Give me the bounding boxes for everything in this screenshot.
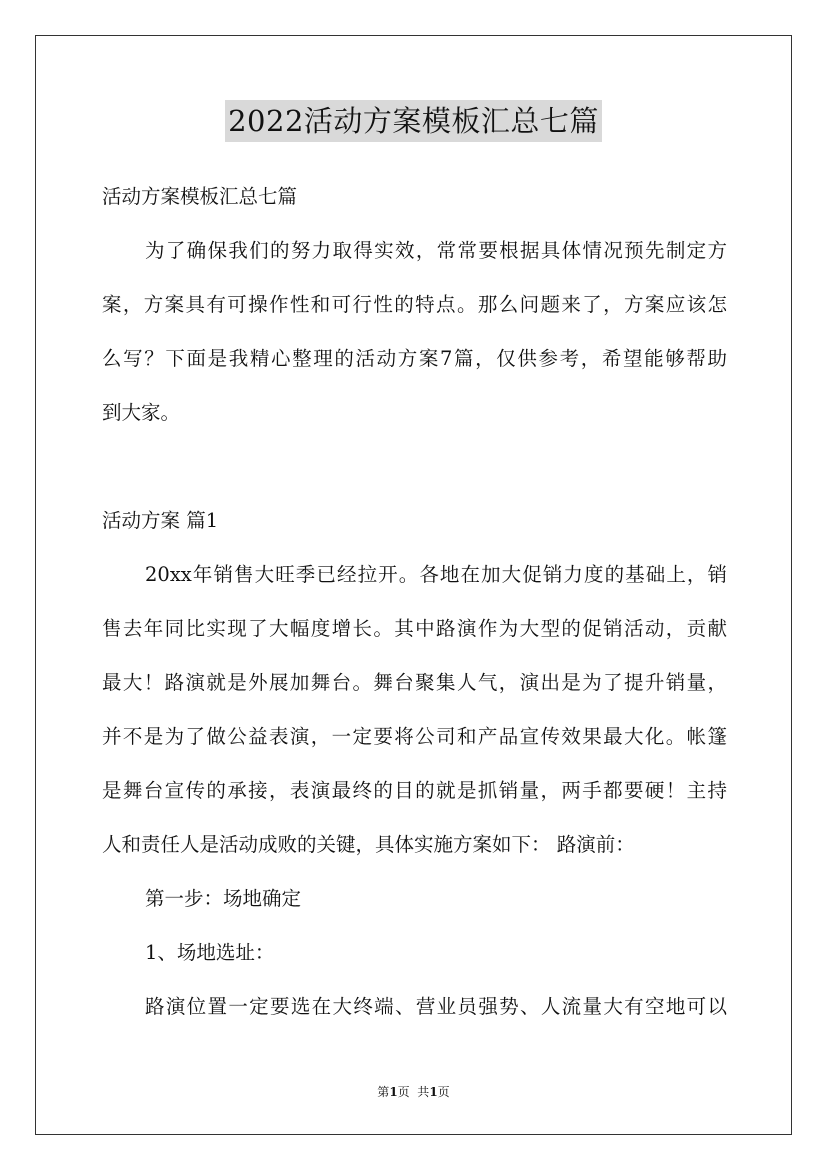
intro-line: 为了确保我们的努力取得实效，常常要根据具体情况预先制定方 [145,239,727,262]
document-body [102,170,727,1034]
section-line: 20xx年销售大旺季已经拉开。各地在加大促销力度的基础上，销 [145,563,727,586]
section-line: 是舞台宣传的承接，表演最终的目的就是抓销量，两手都要硬！主持 [102,779,727,802]
document-title: 2022活动方案模板汇总七篇 [225,100,602,142]
intro-line: 案，方案具有可操作性和可行性的特点。那么问题来了，方案应该怎 [102,293,727,316]
intro-line: 到大家。 [102,401,181,424]
section-heading: 活动方案 篇1 [102,509,219,532]
page-footer [0,1082,827,1102]
total-pages: 1 [429,1085,438,1099]
footer-prefix: 第 [377,1085,390,1099]
section-line: 并不是为了做公益表演，一定要将公司和产品宣传效果最大化。帐篷 [102,725,727,748]
footer-mid: 页 共 [397,1085,430,1099]
subtitle: 活动方案模板汇总七篇 [102,185,298,208]
section-line: 人和责任人是活动成败的关键，具体实施方案如下： 路演前： [102,833,635,856]
section-line: 最大！路演就是外展加舞台。舞台聚集人气，演出是为了提升销量， [102,671,727,694]
list-item-text: 路演位置一定要选在大终端、营业员强势、人流量大有空地可以 [145,995,727,1018]
title-container [0,100,827,142]
footer-suffix: 页 [437,1085,450,1099]
page-number: 1 [389,1085,398,1099]
step-heading: 第一步：场地确定 [145,887,302,910]
list-item: 1、场地选址： [145,941,275,964]
section-line: 售去年同比实现了大幅度增长。其中路演作为大型的促销活动，贡献 [102,617,727,640]
intro-line: 么写？下面是我精心整理的活动方案7篇，仅供参考，希望能够帮助 [102,347,727,370]
paragraph-gap [102,440,727,494]
